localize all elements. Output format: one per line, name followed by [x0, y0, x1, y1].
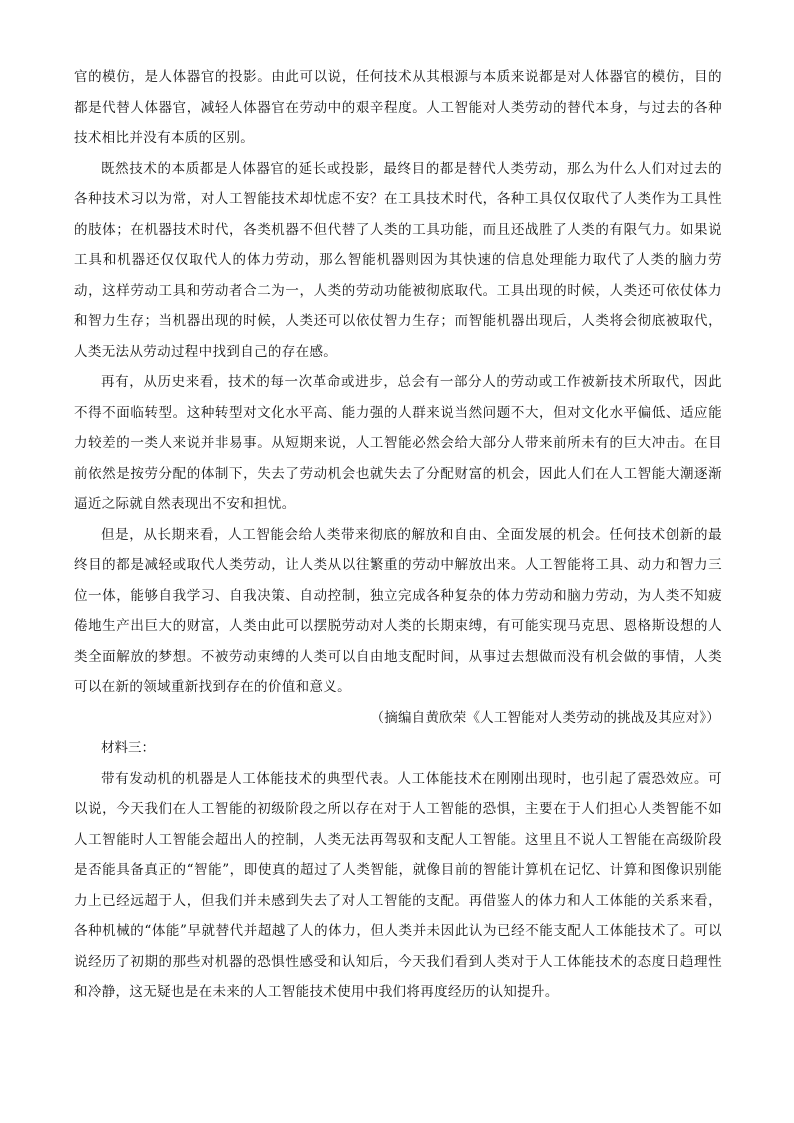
- paragraph-4: 但是，从长期来看，人工智能会给人类带来彻底的解放和自由、全面发展的机会。任何技术创新的最终目的都是减轻或取代人类劳动，让人类从以往繁重的劳动中解放出来。人工智能将工具、动力和智力三位一体，能够自我学习、自我决策、自动控制，独立完成各种复杂的体力劳动和脑力劳动，为人类不知疲倦地生产出巨大的财富，人类由此可以摆脱劳动对人类的长期束缚，有可能实现马克思、恩格斯设想的人类全面解放的梦想。不被劳动束缚的人类可以自由地支配时间，从事过去想做而没有机会做的事情，人类可以在新的领域重新找到存在的价值和意义。: [74, 526, 722, 695]
- paragraph-3: 再有，从历史来看，技术的每一次革命或进步，总会有一部分人的劳动或工作被新技术所取代，因此不得不面临转型。这种转型对文化水平高、能力强的人群来说当然问题不大，但对文化水平偏低、适应能力较差的一类人来说并非易事。从短期来说，人工智能必然会给大部分人带来前所未有的巨大冲击。在目前依然是按劳分配的体制下，失去了劳动机会也就失去了分配财富的机会，因此人们在人工智能大潮逐渐逼近之际就自然表现出不安和担忧。: [74, 374, 722, 512]
- section-label: 材料三：: [101, 740, 155, 756]
- document-page: [74, 62, 722, 1008]
- paragraph-5: 带有发动机的机器是人工体能技术的典型代表。人工体能技术在刚刚出现时，也引起了震恐效应。可以说，今天我们在人工智能的初级阶段之所以存在对于人工智能的恐惧，主要在于人们担心人类智能不如人工智能时人工智能会超出人的控制，人类无法再驾驭和支配人工智能。这里且不说人工智能在高级阶段是否能具备真正的“智能”，即使真的超过了人类智能，就像目前的智能计算机在记忆、计算和图像识别能力上已经远超于人，但我们并未感到失去了对人工智能的支配。再借鉴人的体力和人工体能的关系来看，各种机械的“体能”早就替代并超越了人的体力，但人类并未因此认为已经不能支配人工体能技术了。可以说经历了初期的那些对机器的恐惧性感受和认知后，今天我们看到人类对于人工体能技术的态度日趋理性和冷静，这无疑也是在未来的人工智能技术使用中我们将再度经历的认知提升。: [74, 770, 722, 1000]
- source-citation: （摘编自黄欣荣《人工智能对人类劳动的挑战及其应对》）: [370, 709, 720, 726]
- paragraph-2: 既然技术的本质都是人体器官的延长或投影，最终目的都是替代人类劳动，那么为什么人们对过去的各种技术习以为常，对人工智能技术却忧虑不安？在工具技术时代，各种工具仅仅取代了人类作为工具性的肢体；在机器技术时代，各类机器不但代替了人类的工具功能，而且还战胜了人类的有限气力。如果说工具和机器还仅仅取代人的体力劳动，那么智能机器则因为其快速的信息处理能力取代了人类的脑力劳动，这样劳动工具和劳动者合二为一，人类的劳动功能被彻底取代。工具出现的时候，人类还可依仗体力和智力生存；当机器出现的时候，人类还可以依仗智力生存；而智能机器出现后，人类将会彻底被取代，人类无法从劳动过程中找到自己的存在感。: [74, 160, 722, 360]
- paragraph-1: 官的模仿，是人体器官的投影。由此可以说，任何技术从其根源与本质来说都是对人体器官的模仿，目的都是代替人体器官，减轻人体器官在劳动中的艰辛程度。人工智能对人类劳动的替代本身，与过去的各种技术相比并没有本质的区别。: [74, 69, 722, 146]
